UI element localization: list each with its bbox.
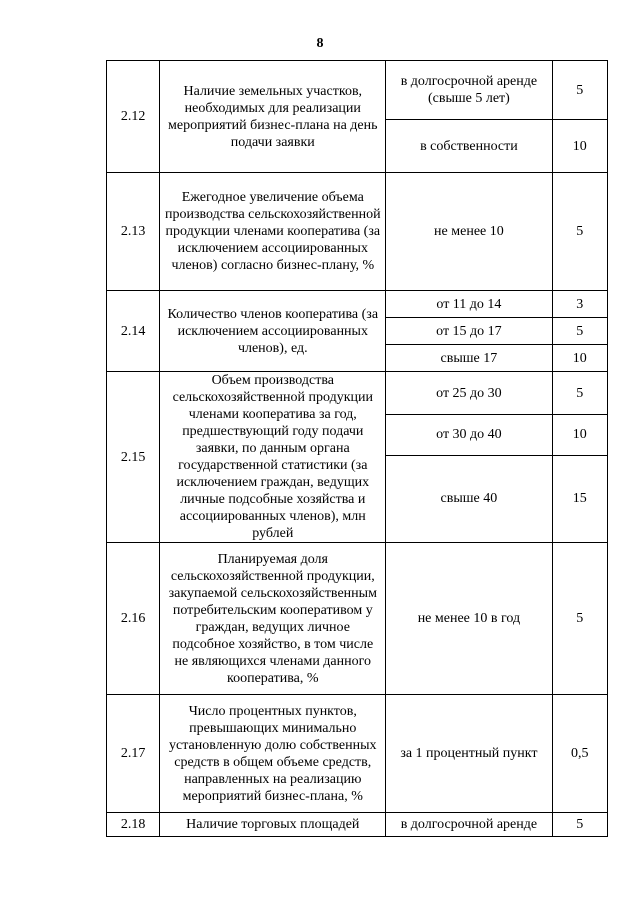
table-row <box>107 173 608 291</box>
page-number: 8 <box>316 36 324 51</box>
criterion-points: 5 <box>552 318 607 345</box>
criterion-number: 2.13 <box>107 173 160 291</box>
criterion-number: 2.14 <box>107 291 160 372</box>
table-row <box>107 543 608 695</box>
criterion-description: Планируемая доля сельскохозяйственной продукции, закупаемой сельскохозяйственным потребительским кооперативом у граждан, ведущих личное подсобное хозяйство, в том числе не являющихся членами данного кооператива, % <box>160 543 386 695</box>
criterion-points: 10 <box>552 415 607 456</box>
criterion-condition: в долгосрочной аренде (свыше 5 лет) <box>386 61 552 120</box>
criterion-points: 5 <box>552 173 607 291</box>
criterion-description: Объем производства сельскохозяйственной продукции членами кооператива за год, предшествующий году подачи заявки, по данным органа государственной статистики (за исключением граждан, ведущих личные подсобные хозяйства и ассоциированных членов), млн рублей <box>160 372 386 543</box>
criterion-condition: от 11 до 14 <box>386 291 552 318</box>
criterion-number: 2.18 <box>107 813 160 837</box>
criterion-points: 10 <box>552 345 607 372</box>
criterion-points: 10 <box>552 120 607 173</box>
criterion-condition: не менее 10 в год <box>386 543 552 695</box>
table-row <box>107 372 608 415</box>
criterion-condition: в собственности <box>386 120 552 173</box>
table-row <box>107 61 608 120</box>
criterion-condition: от 30 до 40 <box>386 415 552 456</box>
criterion-points: 5 <box>552 61 607 120</box>
criterion-condition: свыше 40 <box>386 455 552 542</box>
criterion-condition: в долгосрочной аренде <box>386 813 552 837</box>
criterion-number: 2.17 <box>107 695 160 813</box>
criterion-points: 15 <box>552 455 607 542</box>
criterion-points: 5 <box>552 372 607 415</box>
criterion-description: Число процентных пунктов, превышающих минимально установленную долю собственных средств в общем объеме средств, направленных на реализацию мероприятий бизнес-плана, % <box>160 695 386 813</box>
criterion-condition: за 1 процентный пункт <box>386 695 552 813</box>
criterion-description: Количество членов кооператива (за исключением ассоциированных членов), ед. <box>160 291 386 372</box>
criterion-condition: от 25 до 30 <box>386 372 552 415</box>
criterion-condition: от 15 до 17 <box>386 318 552 345</box>
criterion-condition: свыше 17 <box>386 345 552 372</box>
table-row <box>107 813 608 837</box>
criteria-table <box>106 60 608 837</box>
table-row <box>107 291 608 318</box>
criterion-points: 5 <box>552 813 607 837</box>
table-row <box>107 695 608 813</box>
criterion-points: 0,5 <box>552 695 607 813</box>
criterion-number: 2.16 <box>107 543 160 695</box>
criterion-number: 2.15 <box>107 372 160 543</box>
criterion-points: 3 <box>552 291 607 318</box>
criterion-points: 5 <box>552 543 607 695</box>
criterion-condition: не менее 10 <box>386 173 552 291</box>
criterion-description: Ежегодное увеличение объема производства сельскохозяйственной продукции членами кооператива (за исключением ассоциированных членов) согласно бизнес-плану, % <box>160 173 386 291</box>
criterion-description: Наличие земельных участков, необходимых для реализации мероприятий бизнес-плана на день подачи заявки <box>160 61 386 173</box>
criterion-number: 2.12 <box>107 61 160 173</box>
criterion-description: Наличие торговых площадей <box>160 813 386 837</box>
